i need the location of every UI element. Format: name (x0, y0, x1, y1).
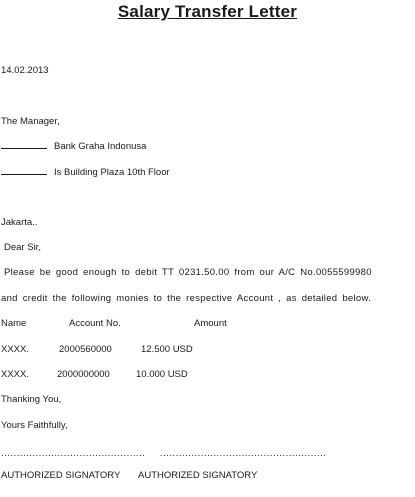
city: Jakarta.. (1, 217, 38, 228)
letter-title: Salary Transfer Letter (117, 2, 298, 21)
table-cell-account: 2000560000 (59, 344, 112, 355)
salutation: Dear Sir, (4, 242, 41, 253)
body-line-2: and credit the following monies to the respective Account , as detailed below. (1, 293, 372, 304)
closing-faithfully: Yours Faithfully, (1, 420, 68, 431)
recipient-title: The Manager, (1, 116, 60, 127)
bank-name: Bank Graha Indonusa (54, 141, 147, 152)
body-line-1: Please be good enough to debit TT 0231.50.00 from our A/C No.0055599980 (4, 267, 372, 278)
table-cell-account: 2000000000 (57, 369, 110, 380)
signature-line-1: .............................................. (1, 448, 146, 459)
letter-date: 14.02.2013 (1, 65, 49, 76)
signatory-2: AUTHORIZED SIGNATORY (138, 470, 258, 481)
table-header-amount: Amount (194, 318, 227, 329)
bank-name-line (1, 141, 146, 152)
table-cell-amount: 12.500 USD (141, 344, 193, 355)
bank-address-line (1, 167, 170, 178)
bank-address: Is Building Plaza 10th Floor (54, 167, 170, 178)
table-cell-name: XXXX. (1, 344, 29, 355)
blank-line (1, 173, 47, 175)
closing-thanks: Thanking You, (1, 394, 62, 405)
signature-line-2: ..................................................... (160, 448, 327, 459)
table-header-account: Account No. (69, 318, 121, 329)
signatory-1: AUTHORIZED SIGNATORY (1, 470, 121, 481)
table-cell-amount: 10.000 USD (136, 369, 188, 380)
table-cell-name: XXXX. (1, 369, 29, 380)
table-header-name: Name (1, 318, 27, 329)
blank-line (1, 147, 47, 149)
